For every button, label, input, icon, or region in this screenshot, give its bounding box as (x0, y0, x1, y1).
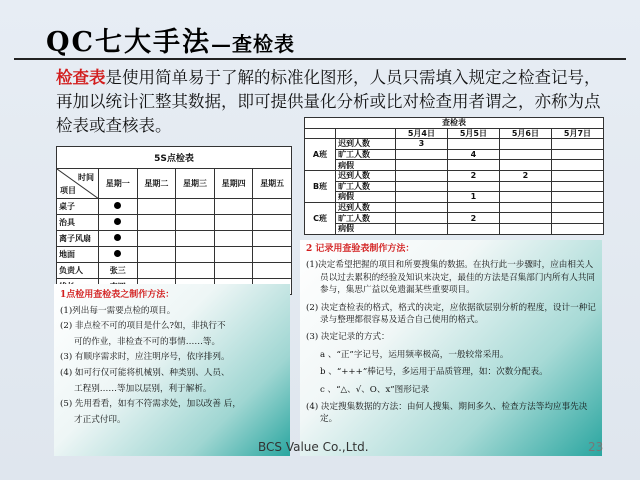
page-number: 23 (588, 440, 604, 454)
checklist-method-box (54, 284, 290, 456)
value-cell: 2 (447, 213, 499, 224)
corner-bottom-label: 项目 (60, 186, 76, 195)
method-substep: c 、“△、√、O、x”图形记录 (320, 384, 430, 395)
check-dot-icon (114, 234, 121, 241)
value-cell (499, 213, 551, 224)
table-row (305, 149, 604, 160)
table-row (305, 213, 604, 224)
item-name: 病假 (336, 192, 396, 203)
day-header: 星期四 (214, 169, 253, 199)
value-cell (395, 192, 447, 203)
page-title (46, 20, 295, 59)
method-step: 可的作业，非检查不可的事情……等。 (74, 336, 221, 347)
value-cell: 2 (447, 170, 499, 181)
item-name: 旷工人数 (336, 149, 396, 160)
table-row (305, 139, 604, 150)
value-cell (551, 181, 603, 192)
record-caption: 查检表 (305, 118, 604, 129)
date-header: 5月6日 (499, 128, 551, 139)
method-step: (2) 决定查检表的格式，格式的决定，应依据欲层别分析的程度，设计一种记录与整理都很容易及适合自己使用的格式。 (306, 302, 596, 326)
table-row (57, 247, 292, 263)
class-name: C班 (305, 202, 336, 234)
item-name: 迟到人数 (336, 170, 396, 181)
check-mark-cell (99, 199, 138, 215)
table-row (305, 202, 604, 213)
intro-term: 检查表 (56, 68, 106, 87)
table-row (305, 192, 604, 203)
corner-top-label: 时间 (78, 173, 94, 182)
method-step: (2) 非点检不可的项目是什么?如，非执行不 (60, 321, 226, 332)
value-cell (551, 160, 603, 171)
row-name: 离子风扇 (57, 231, 99, 247)
method-step: (3) 决定记录的方式： (306, 332, 390, 343)
value-cell (499, 223, 551, 234)
item-name: 旷工人数 (336, 181, 396, 192)
value-cell (499, 160, 551, 171)
checklist-method-heading: 1点检用查检表之制作方法： (60, 290, 175, 300)
table-row (57, 215, 292, 231)
value-cell: 1 (447, 192, 499, 203)
value-cell (551, 139, 603, 150)
value-cell (499, 181, 551, 192)
owner-label: 负责人 (57, 263, 99, 279)
check-dot-icon (114, 250, 121, 257)
row-name: 治具 (57, 215, 99, 231)
value-cell (499, 149, 551, 160)
check-dot-icon (114, 218, 121, 225)
value-cell (395, 149, 447, 160)
check-mark-cell (99, 247, 138, 263)
table-row (305, 181, 604, 192)
value-cell (395, 160, 447, 171)
day-header: 星期五 (253, 169, 292, 199)
value-cell (551, 213, 603, 224)
value-cell (551, 149, 603, 160)
table-row (57, 263, 292, 279)
footer-company: BCS Value Co.,Ltd. (258, 440, 369, 454)
value-cell (551, 202, 603, 213)
record-method-heading: 2 记录用查验表制作方法： (306, 244, 415, 254)
value-cell (447, 202, 499, 213)
row-name: 桌子 (57, 199, 99, 215)
title-divider (14, 58, 626, 60)
date-header: 5月4日 (395, 128, 447, 139)
table-row (305, 223, 604, 234)
method-step: (1)决定希望把握的项目和所要搜集的数据。在执行此一步骤时，应由相关人员以过去累积的经验及知识来决定，最佳的方法是召集部门内所有人共同参与，集思广益以免遗漏某些重要项目。 (306, 260, 596, 296)
value-cell (499, 192, 551, 203)
value-cell (551, 192, 603, 203)
class-name: A班 (305, 139, 336, 171)
value-cell (551, 223, 603, 234)
day-header: 星期一 (99, 169, 138, 199)
value-cell (395, 202, 447, 213)
value-cell (551, 170, 603, 181)
table-row (305, 170, 604, 181)
record-method-box (300, 240, 602, 456)
check-dot-icon (114, 202, 121, 209)
value-cell (395, 213, 447, 224)
date-header: 5月7日 (551, 128, 603, 139)
method-step: (4) 决定搜集数据的方法：由何人搜集、期间多久、检查方法等均应事先决定。 (306, 402, 588, 425)
method-step: (5) 先用看看，如有不符需求处，加以改善 后， (60, 399, 241, 410)
item-name: 迟到人数 (336, 139, 396, 150)
table-row (305, 160, 604, 171)
title-main: QC七大手法 (46, 27, 212, 58)
value-cell (395, 181, 447, 192)
method-step: (1)列出每一需要点检的项目。 (60, 305, 176, 316)
value-cell (499, 202, 551, 213)
intro-text: 是使用简单易于了解的标准化图形，人员只需填入规定之检查记号，再加以统计汇整其数据，即可提供量化分析或比对检查用者谓之，亦称为点检表或查核表。 (56, 68, 601, 135)
method-step: (3) 有顺序需求时，应注明序号，依序排列。 (60, 352, 230, 363)
value-cell (447, 139, 499, 150)
corner-header (57, 169, 99, 199)
method-step: 工程别……等加以层别，利于解析。 (74, 383, 212, 394)
value-cell: 4 (447, 149, 499, 160)
value-cell (447, 181, 499, 192)
check-mark-cell (99, 215, 138, 231)
value-cell (395, 223, 447, 234)
title-sub: —查检表 (211, 32, 296, 56)
value-cell (447, 160, 499, 171)
table-row (57, 199, 292, 215)
method-substep: a 、“正”字记号，运用频率极高，一般较常采用。 (320, 349, 509, 360)
row-name: 地面 (57, 247, 99, 263)
checklist-5s-caption: 5S点检表 (57, 147, 292, 169)
owner-value: 张三 (99, 263, 138, 279)
item-name: 旷工人数 (336, 213, 396, 224)
value-cell (447, 223, 499, 234)
date-header: 5月5日 (447, 128, 499, 139)
item-name: 病假 (336, 160, 396, 171)
value-cell: 3 (395, 139, 447, 150)
method-step: 才正式付印。 (74, 414, 126, 425)
day-header: 星期三 (176, 169, 215, 199)
item-name: 病假 (336, 223, 396, 234)
check-mark-cell (99, 231, 138, 247)
day-header: 星期二 (137, 169, 176, 199)
item-name: 迟到人数 (336, 202, 396, 213)
record-table (304, 117, 604, 235)
class-name: B班 (305, 170, 336, 202)
method-step: (4) 如可行仅可能将机械别、种类别、人员、 (60, 367, 230, 378)
checklist-5s-table (56, 146, 292, 295)
value-cell: 2 (499, 170, 551, 181)
value-cell (499, 139, 551, 150)
value-cell (395, 170, 447, 181)
method-substep: b 、“+++”棒记号，多运用于品质管理，如：次数分配表。 (320, 367, 548, 378)
table-row (57, 231, 292, 247)
